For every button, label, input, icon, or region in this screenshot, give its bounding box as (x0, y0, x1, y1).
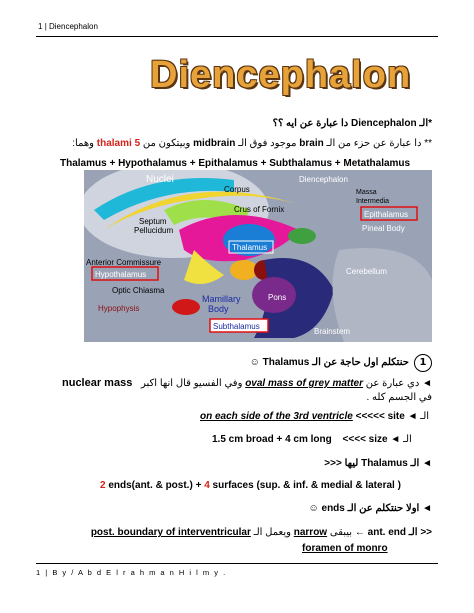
label-pons: Pons (268, 293, 287, 302)
label-hypophysis: Hypophysis (98, 304, 140, 313)
label-mamillary: Mamillary (202, 294, 241, 304)
footer-author: B y / A b d E l r a h m a n H i l m y . (52, 568, 227, 577)
label-optic-chiasma: Optic Chiasma (112, 286, 165, 295)
section-number-badge: 1 (414, 354, 432, 372)
label-corpus: Corpus (224, 185, 250, 194)
header-divider (36, 36, 438, 37)
section-1-heading: حنتكلم اول حاجة عن الـ Thalamus ☺ 1 (250, 350, 432, 372)
pineal-shape (288, 228, 316, 244)
label-crus-fornix: Crus of Fornix (234, 205, 285, 214)
title-wordart: Diencephalon (150, 54, 412, 96)
label-cerebellum: Cerebellum (346, 267, 387, 276)
diencephalon-diagram (84, 170, 432, 342)
label-epithalamus: Epithalamus (364, 210, 409, 219)
foramen-monro-line: foramen of monro (302, 543, 388, 554)
thalamus-definition-cont: في الجسم كله . (366, 392, 432, 403)
label-massa: Massa (356, 189, 377, 196)
intro-definition: ** دا عبارة عن حزء من الـ brain موجود فوق الـ midbrain وبيتكون من 5 thalami وهما: (72, 138, 432, 149)
ant-end-line: << الـ ant. end ← بيبقى narrow ويعمل الـ post. boundary of interventricular (90, 527, 432, 538)
size-line: 1.5 cm broad + 4 cm long <<<< size ◄ الـ (212, 434, 412, 445)
label-body: Body (208, 304, 229, 314)
header-page-number: 1 (38, 22, 43, 31)
footer-page-number: 1 (36, 568, 42, 577)
intro-question: *الـ Diencephalon دا عبارة عن ايه ؟؟ (272, 118, 432, 129)
label-subthalamus: Subthalamus (213, 322, 260, 331)
hypophysis-shape (172, 299, 200, 315)
thalamus-has-line: ◄ الـ Thalamus ليها <<< (324, 458, 432, 469)
mamillary-shape (230, 260, 258, 280)
footer-divider (36, 563, 438, 564)
thalamus-definition: ◄ دي عبارة عن oval mass of grey matter وفي الفسيو قال انها اكبر (140, 378, 432, 389)
site-line: on each side of the 3rd ventricle <<<<< site ◄ الـ (200, 411, 430, 422)
label-nuclei: Nuclei (146, 174, 174, 185)
thalami-list: Thalamus + Hypothalamus + Epithalamus + Subthalamus + Metathalamus (60, 158, 411, 169)
ends-surfaces-line: 2 ends(ant. & post.) + 4 surfaces (sup. & inf. & medial & lateral ) (100, 480, 401, 491)
label-pellucidum: Pellucidum (134, 226, 174, 235)
page-footer: 1 | B y / A b d E l r a h m a n H i l m y . (36, 568, 227, 577)
ends-intro-line: ◄ اولا حنتكلم عن الـ ends ☺ (308, 503, 432, 514)
page-header: 1 | Diencephalon (38, 22, 98, 31)
header-title: Diencephalon (49, 22, 98, 31)
label-brainstem: Brainstem (314, 327, 351, 336)
label-anterior-commissure: Anterior Commissure (86, 258, 162, 267)
label-hypothalamus: Hypothalamus (95, 270, 147, 279)
label-thalamus: Thalamus (232, 243, 268, 252)
label-diencephalon: Diencephalon (299, 175, 348, 184)
label-intermedia: Intermedia (356, 198, 390, 205)
nuclear-mass-text: nuclear mass (62, 377, 133, 389)
label-septum: Septum (139, 217, 167, 226)
label-pineal: Pineal Body (362, 224, 405, 233)
